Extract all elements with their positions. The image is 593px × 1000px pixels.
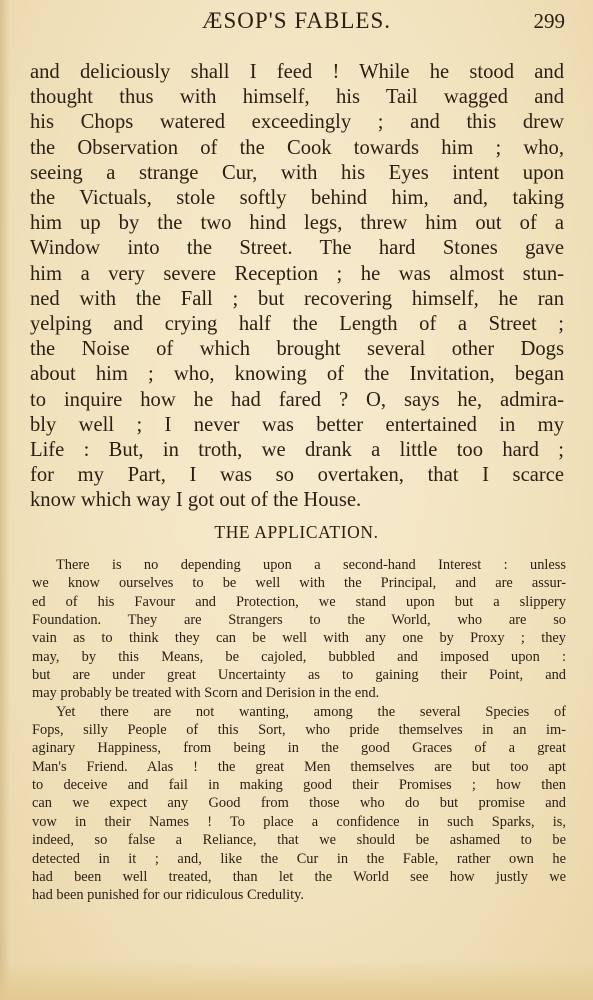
application-line: There is no depending upon a second-hand Interest : unless [56, 557, 566, 573]
application-line: Man's Friend. Alas ! the great Men themselves are but too apt [32, 758, 566, 775]
application-line: Fops, silly People of this Sort, who pride themselves in an im- [32, 722, 566, 739]
fable-line: his Chops watered exceedingly ; and this drew [30, 111, 564, 134]
fable-line: Life : But, in troth, we drank a little too hard ; [30, 439, 564, 462]
fable-line: the Victuals, stole softly behind him, and, taking [30, 187, 564, 210]
running-head [0, 6, 593, 34]
application-line: ed of his Favour and Protection, we stand upon but a slippery [32, 593, 566, 610]
application-line: can we expect any Good from those who do but promise and [32, 795, 566, 812]
application-text [32, 556, 566, 905]
running-title: ÆSOP'S FABLES. [202, 8, 392, 33]
page-edge-shadow [0, 0, 10, 1000]
fable-line: and deliciously shall I feed ! While he stood and [30, 61, 564, 83]
application-line: detected in it ; and, like the Cur in the Fable, rather own he [32, 850, 566, 867]
application-line: vow in their Names ! To place a confidence in such Sparks, is, [32, 813, 566, 830]
application-line: Yet there are not wanting, among the several Species of [56, 703, 566, 720]
fable-text [30, 60, 564, 514]
application-line: we know ourselves to be well with the Principal, and are assur- [32, 575, 566, 592]
fable-line: yelping and crying half the Length of a Street ; [30, 313, 564, 336]
application-line: indeed, so false a Reliance, that we should be ashamed to be [32, 832, 566, 849]
fable-line: the Observation of the Cook towards him ; who, [30, 136, 564, 159]
section-heading: THE APPLICATION. [214, 522, 379, 542]
page-bottom-stain [0, 960, 593, 1000]
fable-line: ned with the Fall ; but recovering himself, he ran [30, 287, 564, 310]
fable-line: Window into the Street. The hard Stones gave [30, 237, 564, 260]
page-number: 299 [533, 9, 565, 33]
application-line: but are under great Uncertainty as to gaining their Point, and [32, 667, 566, 684]
application-line: to deceive and fail in making good their Promises ; how then [32, 777, 566, 794]
fable-line: seeing a strange Cur, with his Eyes intent upon [30, 161, 564, 184]
application-line: had been punished for our ridiculous Credulity. [32, 887, 305, 904]
fable-line: about him ; who, knowing of the Invitation, began [30, 363, 564, 386]
fable-line: him up by the two hind legs, threw him out of a [30, 212, 564, 235]
fable-line: to inquire how he had fared ? O, says he, admira- [30, 388, 564, 411]
fable-line: for my Part, I was so overtaken, that I scarce [30, 464, 564, 487]
fable-line: bly well ; I never was better entertained in my [30, 413, 564, 436]
application-line: may probably be treated with Scorn and Derision in the end. [32, 685, 380, 702]
application-line: aginary Happiness, from being in the good Graces of a great [32, 740, 566, 757]
fable-line: the Noise of which brought several other Dogs [30, 338, 564, 361]
application-line: had been well treated, than let the World see how justly we [32, 868, 566, 885]
fable-line: know which way I got out of the House. [30, 489, 362, 512]
application-line: Foundation. They are Strangers to the World, who are so [32, 612, 566, 629]
application-line: may, by this Means, be cajoled, bubbled and imposed upon : [32, 648, 566, 665]
application-line: vain as to think they can be well with any one by Proxy ; they [32, 630, 566, 647]
fable-line: thought thus with himself, his Tail wagged and [30, 86, 564, 109]
fable-line: him a very severe Reception ; he was almost stun- [30, 262, 564, 285]
